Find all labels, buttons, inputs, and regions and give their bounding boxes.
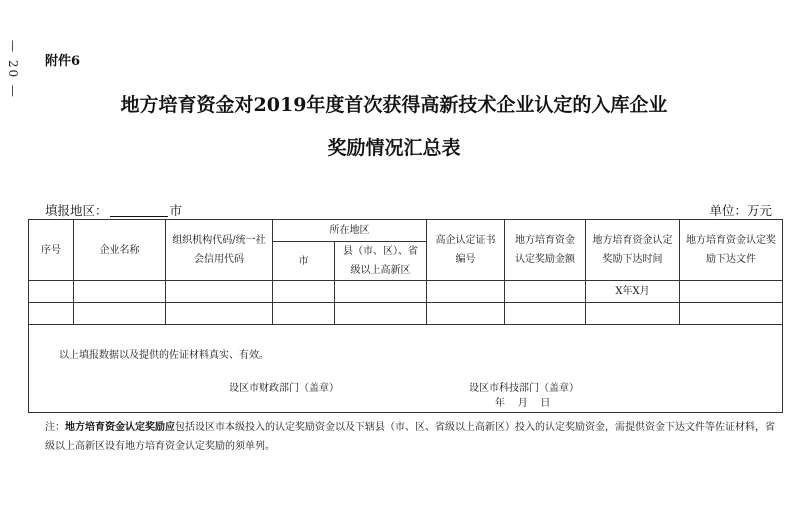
header-amount: 地方培育资金认定奖励金额 <box>505 220 586 281</box>
table-row <box>29 281 783 303</box>
fill-area-label: 填报地区： <box>45 203 108 218</box>
table-cell[interactable]: X年X月 <box>586 281 680 303</box>
header-cert-no: 高企认定证书编号 <box>427 220 505 281</box>
note-prefix: 注： <box>45 422 65 433</box>
note-bold: 地方培育资金认定奖励应 <box>65 422 175 433</box>
header-issue-doc: 地方培育资金认定奖励下达文件 <box>680 220 783 281</box>
finance-dept-seal: 设区市财政部门（盖章） <box>229 383 339 394</box>
table-cell[interactable] <box>335 281 427 303</box>
table-cell[interactable] <box>273 281 335 303</box>
table-cell[interactable] <box>166 281 273 303</box>
header-org-code: 组织机构代码/统一社会信用代码 <box>166 220 273 281</box>
header-county: 县（市、区）、省级以上高新区 <box>335 242 427 281</box>
science-dept-seal: 设区市科技部门（盖章） <box>469 383 579 394</box>
fill-area-suffix: 市 <box>169 203 183 218</box>
table-cell[interactable] <box>680 281 783 303</box>
header-city: 市 <box>273 242 335 281</box>
fill-area-row <box>45 201 182 219</box>
attachment-label: 附件6 <box>45 54 81 69</box>
document-title: 地方培育资金对2019年度首次获得高新技术企业认定的入库企业 <box>120 94 668 116</box>
header-seq: 序号 <box>29 220 74 281</box>
summary-table <box>28 219 783 325</box>
declaration-box <box>28 322 783 413</box>
table-cell[interactable] <box>74 281 166 303</box>
unit-label: 单位：万元 <box>709 203 772 218</box>
table-cell[interactable] <box>29 281 74 303</box>
header-company: 企业名称 <box>74 220 166 281</box>
document-subtitle: 奖励情况汇总表 <box>327 137 461 159</box>
declaration-text: 以上填报数据以及提供的佐证材料真实、有效。 <box>59 350 269 361</box>
note-paragraph <box>45 418 775 456</box>
note-text: 包括设区市本级投入的认定奖励资金以及下辖县（市、区、省级以上高新区）投入的认定奖励资金，需提供资金下达文件等佐证材料，省级以上高新区设有地方培育资金认定奖励的须单列。 <box>45 422 775 452</box>
table-cell[interactable] <box>505 281 586 303</box>
header-issue-time: 地方培育资金认定奖励下达时间 <box>586 220 680 281</box>
header-region: 所在地区 <box>273 220 427 242</box>
page-number: — 20 — <box>6 40 20 99</box>
fill-area-blank[interactable] <box>110 204 168 217</box>
date-line: 年 月 日 <box>495 398 551 409</box>
table-cell[interactable] <box>427 281 505 303</box>
